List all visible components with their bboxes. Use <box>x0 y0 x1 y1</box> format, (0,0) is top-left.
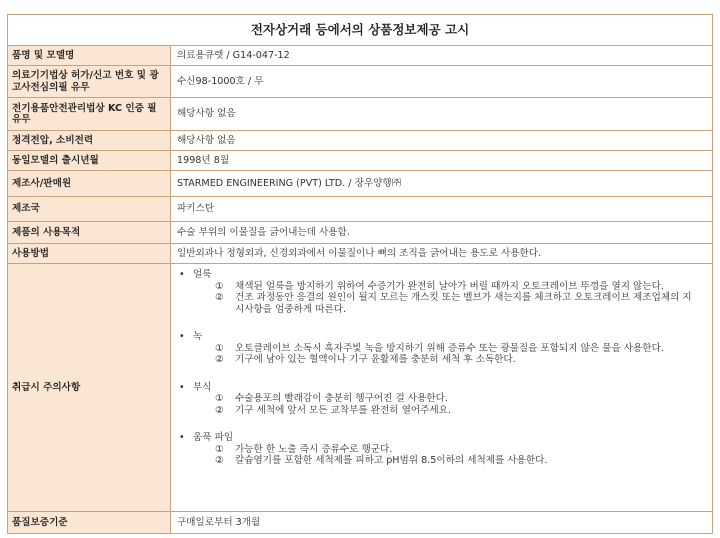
caution-item <box>177 405 706 417</box>
section-title: 움푹 파임 <box>193 432 234 443</box>
row-label: 제품의 사용목적 <box>8 222 171 244</box>
table-row <box>8 244 713 264</box>
item-text: 기구에 남아 있는 혈액이나 기구 윤활제를 충분히 세척 후 소독한다. <box>235 354 516 365</box>
row-label: 품명 및 모델명 <box>8 46 171 66</box>
row-value: 해당사항 없음 <box>171 131 713 151</box>
item-number: ① <box>215 393 224 404</box>
caution-item <box>177 455 706 467</box>
caution-item <box>177 281 706 293</box>
caution-section <box>177 331 706 343</box>
table-row <box>8 512 713 534</box>
item-text: 칼슘염기를 포함한 세척제를 피하고 pH범위 8.5이하의 세척제를 사용한다. <box>235 455 548 466</box>
bullet-icon: • <box>179 432 185 443</box>
item-text: 채색된 얼룩을 방지하기 위하여 수증기가 완전히 날아가 버릴 때까지 오토크레이브 뚜껑을 열지 않는다. <box>235 280 664 292</box>
product-info-table <box>7 14 713 534</box>
row-value: STARMED ENGINEERING (PVT) LTD. / 장우양행㈜ <box>171 171 713 197</box>
row-label: 동일모델의 출시년월 <box>8 151 171 171</box>
bullet-icon: • <box>179 381 185 393</box>
table-row <box>8 197 713 222</box>
row-label: 제조사/판매원 <box>8 171 171 197</box>
table-row <box>8 264 713 512</box>
table-row <box>8 151 713 171</box>
item-number: ① <box>215 342 224 354</box>
section-title: 얼룩 <box>193 269 212 280</box>
row-label: 전기용품안전관리법상 KC 인증 필 유무 <box>8 98 171 131</box>
row-value: 파키스탄 <box>171 197 713 222</box>
row-label: 제조국 <box>8 197 171 222</box>
caution-item <box>177 354 706 366</box>
item-number: ② <box>215 354 224 365</box>
caution-item <box>177 393 706 405</box>
item-text: 기구 세척에 앞서 모든 교착부를 완전히 열어주세요. <box>235 404 451 416</box>
table-row <box>8 171 713 197</box>
row-value: 일반외과나 정형외과, 신경외과에서 이물질이나 뼈의 조직을 긁어내는 용도로 사용한다. <box>171 244 713 264</box>
section-title: 부식 <box>193 381 212 393</box>
caution-section <box>177 432 706 444</box>
caution-content <box>171 264 713 512</box>
notice-title: 전자상거래 등에서의 상품정보제공 고시 <box>8 15 713 46</box>
row-label: 정격전압, 소비전력 <box>8 131 171 151</box>
item-number: ② <box>215 404 224 416</box>
caution-item <box>177 292 706 315</box>
table-row <box>8 98 713 131</box>
item-text: 수술용포의 빨래감이 충분히 헹구어진 걸 사용한다. <box>235 393 448 404</box>
caution-section <box>177 382 706 394</box>
table-row <box>8 66 713 98</box>
warranty-label: 품질보증기준 <box>8 512 171 534</box>
caution-label: 취급시 주의사항 <box>8 264 171 512</box>
caution-item <box>177 343 706 355</box>
row-value: 해당사항 없음 <box>171 98 713 131</box>
row-label: 의료기기법상 허가/신고 번호 및 광고사전심의필 유무 <box>8 66 171 98</box>
warranty-value: 구매일로부터 3개월 <box>171 512 713 534</box>
product-info-notice <box>7 14 712 534</box>
table-row <box>8 46 713 66</box>
table-row <box>8 222 713 244</box>
item-text: 건조 과정동안 응결의 원인이 될지 모르는 개스킷 또는 벨브가 새는지를 체크하고 오토크레이브 제조업체의 지시사항을 엄중하게 따른다. <box>235 292 692 315</box>
caution-section <box>177 269 706 281</box>
section-title: 녹 <box>193 331 203 342</box>
row-value: 1998년 8월 <box>171 151 713 171</box>
item-number: ① <box>215 443 224 455</box>
item-text: 오토클레이브 소독시 흑자주빛 녹을 방지하기 위해 증류수 또는 광물질을 포함되지 않은 물을 사용한다. <box>235 342 664 354</box>
title-row <box>8 15 713 46</box>
item-number: ② <box>215 292 224 303</box>
bullet-icon: • <box>179 269 185 280</box>
table-row <box>8 131 713 151</box>
item-number: ① <box>215 280 224 292</box>
row-value: 수술 부위의 이물질을 긁어내는데 사용함. <box>171 222 713 244</box>
item-number: ② <box>215 455 224 466</box>
caution-item <box>177 444 706 456</box>
item-text: 가능한 한 노출 즉시 증류수로 행군다. <box>235 443 393 455</box>
bullet-icon: • <box>179 331 185 342</box>
row-label: 사용방법 <box>8 244 171 264</box>
row-value: 의료용큐렛 / G14-047-12 <box>171 46 713 66</box>
row-value: 수신98-1000호 / 무 <box>171 66 713 98</box>
